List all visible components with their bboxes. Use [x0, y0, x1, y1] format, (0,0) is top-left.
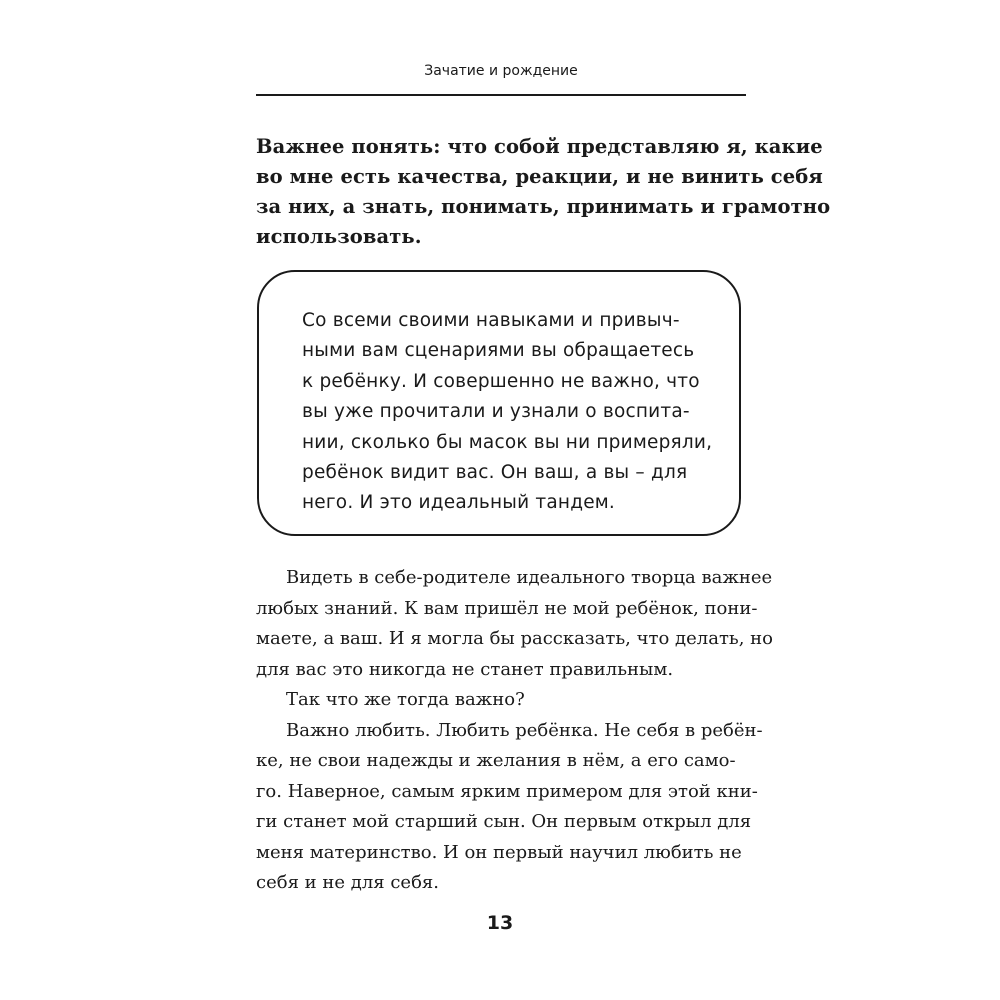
- lead-line: за них, а знать, понимать, принимать и грамотно: [256, 195, 831, 218]
- body-line: Важно любить. Любить ребёнка. Не себя в ребён-: [286, 719, 763, 741]
- callout-text: [302, 306, 712, 519]
- body-line: ги станет мой старший сын. Он первым открыл для: [256, 811, 752, 832]
- lead-line: во мне есть качества, реакции, и не винить себя: [256, 165, 823, 188]
- lead-paragraph: [256, 132, 831, 252]
- callout-line: него. И это идеальный тандем.: [302, 492, 616, 514]
- callout-line: ными вам сценариями вы обращаетесь: [302, 340, 695, 362]
- body-line: меня материнство. И он первый научил любить не: [256, 841, 742, 863]
- body-paragraph: [256, 716, 763, 899]
- body-line: Так что же тогда важно?: [286, 689, 525, 710]
- callout-line: нии, сколько бы масок вы ни примеряли,: [302, 431, 713, 453]
- body-line: себя и не для себя.: [256, 872, 439, 893]
- body-line: маете, а ваш. И я могла бы рассказать, что делать, но: [256, 628, 773, 649]
- callout-line: вы уже прочитали и узнали о воспита-: [302, 401, 690, 423]
- running-header: Зачатие и рождение: [424, 63, 578, 79]
- body-line: любых знаний. К вам пришёл не мой ребёнок, пони-: [256, 597, 758, 619]
- callout-line: Со всеми своими навыками и привыч-: [302, 310, 680, 331]
- lead-line: использовать.: [256, 225, 422, 248]
- body-line: ке, не свои надежды и желания в нём, а его само-: [256, 750, 736, 771]
- body-line: для вас это никогда не станет правильным.: [256, 658, 674, 680]
- body-paragraph: [256, 563, 773, 685]
- header-rule: [256, 94, 746, 96]
- callout-line: ребёнок видит вас. Он ваш, а вы – для: [302, 462, 688, 484]
- page-number: 13: [486, 912, 514, 934]
- body-line: Видеть в себе-родителе идеального творца важнее: [286, 567, 773, 588]
- body-line: го. Наверное, самым ярким примером для этой кни-: [256, 780, 758, 802]
- lead-line: Важнее понять: что собой представляю я, какие: [256, 135, 823, 158]
- body-paragraph: [256, 685, 756, 716]
- body-text: [256, 563, 773, 899]
- callout-line: к ребёнку. И совершенно не важно, что: [302, 370, 700, 392]
